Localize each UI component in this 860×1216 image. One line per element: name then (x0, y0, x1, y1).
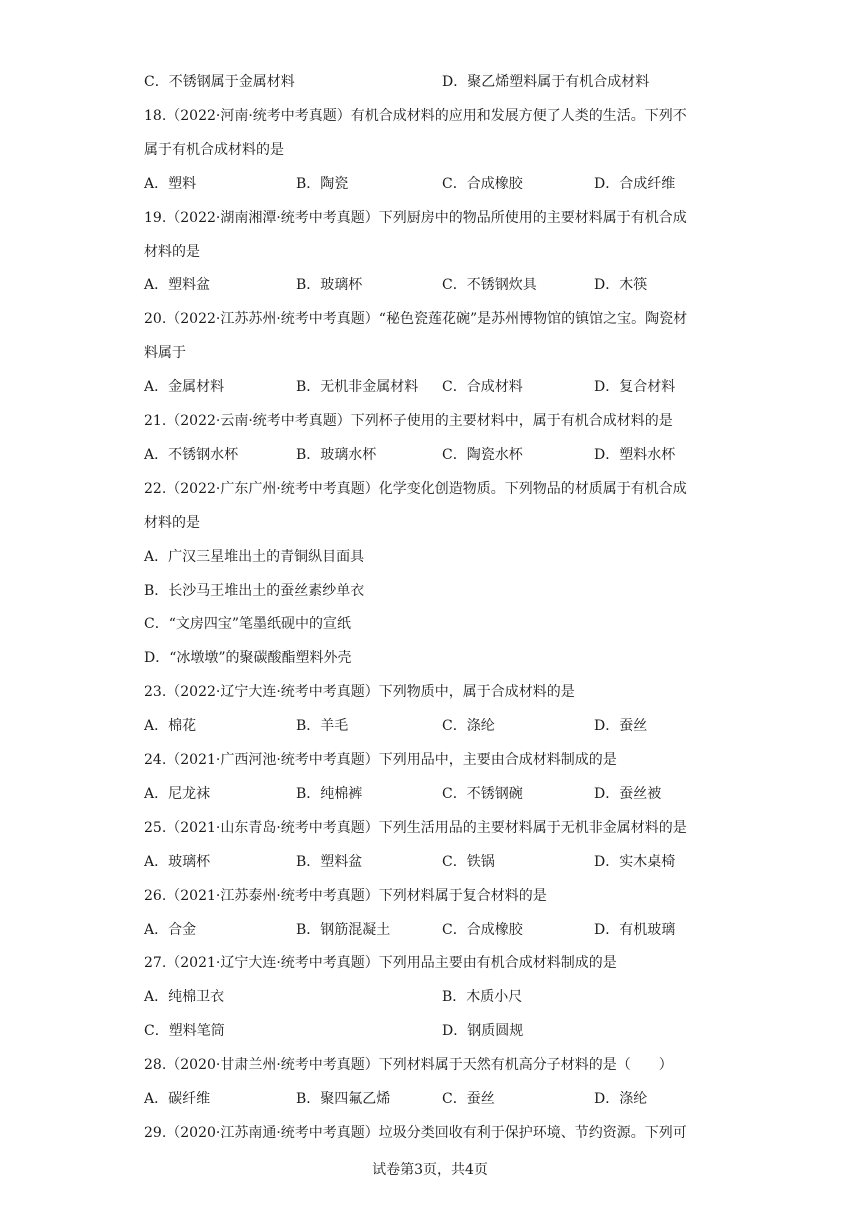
answer-option: D．塑料水杯 (594, 446, 676, 463)
answer-option: A．棉花 (144, 718, 197, 735)
answer-option: A．纯棉卫衣 (144, 989, 225, 1006)
question-text-line: C．“文房四宝”笔墨纸砚中的宣纸 (144, 616, 352, 633)
answer-option: B．塑料盆 (296, 853, 363, 870)
answer-option: D．实木桌椅 (594, 853, 676, 870)
answer-option: A．金属材料 (144, 379, 225, 396)
answer-option: C．铁锅 (442, 853, 495, 870)
question-text-line: 18.（2022·河南·统考中考真题）有机合成材料的应用和发展方便了人类的生活。下列不 (144, 107, 687, 124)
question-text-line: 材料的是 (144, 514, 200, 531)
question-text-line: A．广汉三星堆出土的青铜纵目面具 (144, 548, 365, 565)
answer-option: A．塑料 (144, 175, 197, 192)
answer-option: D．合成纤维 (594, 175, 676, 192)
answer-option: B．玻璃水杯 (296, 446, 377, 463)
question-text-line: 20.（2022·江苏苏州·统考中考真题）“秘色瓷莲花碗”是苏州博物馆的镇馆之宝。陶瓷材 (144, 311, 688, 328)
answer-option: C．陶瓷水杯 (442, 446, 523, 463)
answer-option: B．钢筋混凝土 (296, 921, 391, 938)
answer-option: D．有机玻璃 (594, 921, 676, 938)
question-text-line: 22.（2022·广东广州·统考中考真题）化学变化创造物质。下列物品的材质属于有机合成 (144, 480, 687, 497)
answer-option: B．陶瓷 (296, 175, 349, 192)
answer-option: A．塑料盆 (144, 277, 211, 294)
answer-option: C．塑料笔筒 (144, 1023, 225, 1040)
answer-option: C．不锈钢属于金属材料 (144, 74, 295, 90)
answer-option: B．玻璃杯 (296, 277, 363, 294)
answer-option: B．无机非金属材料 (296, 379, 419, 396)
question-text-line: 28.（2020·甘肃兰州·统考中考真题）下列材料属于天然有机高分子材料的是（ ） (144, 1057, 673, 1074)
answer-option: B．羊毛 (296, 718, 349, 735)
question-text-line: 24.（2021·广西河池·统考中考真题）下列用品中，主要由合成材料制成的是 (144, 752, 617, 768)
answer-option: C．不锈钢碗 (442, 785, 523, 802)
answer-option: C．合成材料 (442, 379, 523, 396)
answer-option: C．合成橡胶 (442, 175, 523, 192)
question-text-line: 19.（2022·湖南湘潭·统考中考真题）下列厨房中的物品所使用的主要材料属于有机合成 (144, 209, 687, 226)
answer-option: D．钢质圆规 (442, 1023, 524, 1040)
question-text-line: D．“冰墩墩”的聚碳酸酯塑料外壳 (144, 650, 352, 667)
question-text-line: 23.（2022·辽宁大连·统考中考真题）下列物质中，属于合成材料的是 (144, 684, 575, 701)
answer-option: B．木质小尺 (442, 989, 523, 1006)
answer-option: A．尼龙袜 (144, 785, 211, 802)
answer-option: A．合金 (144, 921, 197, 938)
question-text-line: 21.（2022·云南·统考中考真题）下列杯子使用的主要材料中，属于有机合成材料的是 (144, 413, 673, 429)
answer-option: D．蚕丝 (594, 718, 648, 735)
answer-option: D．复合材料 (594, 379, 676, 396)
answer-option: A．碳纤维 (144, 1091, 211, 1107)
page-footer: 试卷第3页，共4页 (372, 1162, 488, 1178)
question-text-line: 27.（2021·辽宁大连·统考中考真题）下列用品主要由有机合成材料制成的是 (144, 955, 617, 972)
question-text-line: 属于有机合成材料的是 (144, 141, 284, 158)
question-text-line: 26.（2021·江苏泰州·统考中考真题）下列材料属于复合材料的是 (144, 887, 547, 904)
answer-option: C．蚕丝 (442, 1091, 495, 1107)
answer-option: D．木筷 (594, 277, 648, 294)
answer-option: C．合成橡胶 (442, 921, 523, 938)
answer-option: C．涤纶 (442, 718, 495, 735)
answer-option: D．蚕丝被 (594, 785, 662, 802)
question-text-line: B．长沙马王堆出土的蚕丝素纱单衣 (144, 582, 365, 599)
question-text-line: 材料的是 (144, 243, 200, 260)
answer-option: B．纯棉裤 (296, 785, 363, 802)
answer-option: A．不锈钢水杯 (144, 446, 239, 463)
answer-option: B．聚四氟乙烯 (296, 1091, 391, 1107)
question-text-line: 29.（2020·江苏南通·统考中考真题）垃圾分类回收有利于保护环境、节约资源。下列可 (144, 1124, 687, 1141)
answer-option: D．涤纶 (594, 1091, 648, 1107)
question-text-line: 25.（2021·山东青岛·统考中考真题）下列生活用品的主要材料属于无机非金属材料的是 (144, 819, 687, 836)
answer-option: A．玻璃杯 (144, 853, 211, 870)
answer-option: D．聚乙烯塑料属于有机合成材料 (442, 74, 650, 90)
question-text-line: 料属于 (144, 345, 186, 362)
answer-option: C．不锈钢炊具 (442, 277, 537, 294)
